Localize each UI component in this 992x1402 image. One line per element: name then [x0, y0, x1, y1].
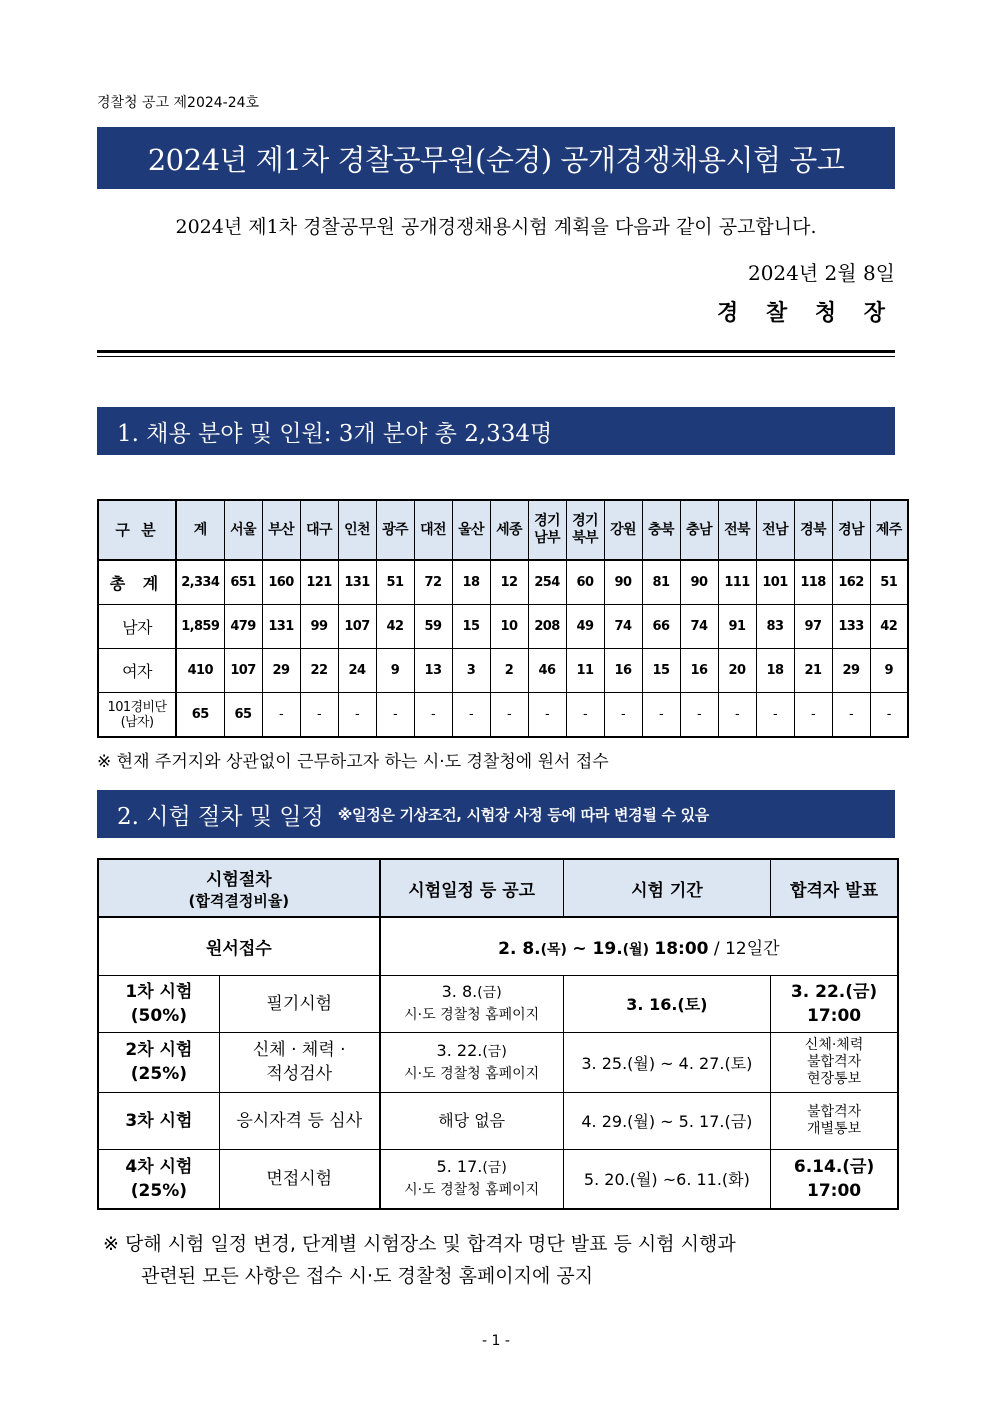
table-cell: 2,334 [176, 560, 224, 605]
notice-number: 경찰청 공고 제2024-24호 [97, 95, 260, 111]
table-cell: 21 [794, 649, 832, 693]
table-cell: 18 [756, 649, 794, 693]
stage-announce [380, 1032, 563, 1092]
table-cell: - [870, 693, 908, 738]
col-gyeonggi-north: 경기 북부 [566, 500, 604, 560]
document-title: 2024년 제1차 경찰공무원(순경) 공개경쟁채용시험 공고 [97, 127, 895, 189]
table-cell: - [832, 693, 870, 738]
stage-result: 6.14.(금) 17:00 [771, 1149, 898, 1209]
table-cell: 99 [300, 605, 338, 649]
table-cell: 479 [224, 605, 262, 649]
table-cell: 16 [680, 649, 718, 693]
table-cell: 24 [338, 649, 376, 693]
notice-date: 2024년 2월 8일 [747, 261, 895, 285]
col-gyeongbuk: 경북 [794, 500, 832, 560]
col-daegu: 대구 [300, 500, 338, 560]
stage-row [98, 1149, 898, 1209]
stage-announce [380, 1149, 563, 1209]
announce-day: (금) [477, 985, 502, 1001]
application-label: 원서접수 [98, 917, 380, 975]
table-cell: - [566, 693, 604, 738]
header-procedure [98, 859, 380, 917]
table-cell: 12 [490, 560, 528, 605]
announce-day: (금) [482, 1160, 507, 1177]
table-cell: 66 [642, 605, 680, 649]
table-cell: 9 [376, 649, 414, 693]
section1-note: ※ 현재 주거지와 상관없이 근무하고자 하는 시·도 경찰청에 원서 접수 [97, 752, 609, 772]
table-cell: 15 [452, 605, 490, 649]
section2-note [103, 1228, 903, 1292]
stage-ratio: (50%) [130, 1005, 188, 1026]
schedule-table [97, 858, 899, 1210]
table-cell: 49 [566, 605, 604, 649]
stage-name: 4차 시험 [125, 1156, 193, 1177]
header-announce: 시험일정 등 공고 [380, 859, 563, 917]
col-gwangju: 광주 [376, 500, 414, 560]
stage-row [98, 1032, 898, 1092]
col-incheon: 인천 [338, 500, 376, 560]
table-cell: 131 [262, 605, 300, 649]
stage-type: 응시자격 등 심사 [219, 1092, 379, 1149]
table-cell: 3 [452, 649, 490, 693]
table-cell: 20 [718, 649, 756, 693]
stage-announce [380, 975, 563, 1032]
col-chungnam: 충남 [680, 500, 718, 560]
table-cell: - [642, 693, 680, 738]
table-cell: - [794, 693, 832, 738]
table-cell: 2 [490, 649, 528, 693]
table-cell: 72 [414, 560, 452, 605]
table-row [98, 560, 908, 605]
announce-date: 5. 17. [436, 1157, 483, 1177]
stage-result: 3. 22.(금) 17:00 [771, 975, 898, 1032]
col-sejong: 세종 [490, 500, 528, 560]
section2-title-note: ※일정은 기상조건, 시험장 사정 등에 따라 변경될 수 있음 [337, 805, 709, 824]
divider-thick [97, 350, 895, 353]
stage-type: 필기시험 [219, 975, 379, 1032]
stage-type: 면접시험 [219, 1149, 379, 1209]
col-daejeon: 대전 [414, 500, 452, 560]
table-cell: 118 [794, 560, 832, 605]
stage-name: 2차 시험 [125, 1040, 193, 1060]
table-cell: 208 [528, 605, 566, 649]
table-cell: 46 [528, 649, 566, 693]
table-cell: 42 [376, 605, 414, 649]
announce-date-line [381, 1040, 563, 1063]
table-cell: 16 [604, 649, 642, 693]
application-time: 18:00 [654, 938, 709, 959]
application-end-day: (월) [622, 941, 649, 958]
col-chungbuk: 충북 [642, 500, 680, 560]
table-cell: 101 [756, 560, 794, 605]
header-procedure-sub: (합격결정비율) [188, 892, 290, 910]
section2-title: 2. 시험 절차 및 일정 [117, 803, 324, 830]
application-period: 2. 8.(목) ~ 19.(월) 18:00 / 12일간 [380, 917, 898, 975]
table-cell: 29 [832, 649, 870, 693]
row-label: 총 계 [98, 560, 176, 605]
schedule-table-header [98, 859, 898, 917]
announce-date-line [381, 1110, 563, 1132]
stage-period: 4. 29.(월) ~ 5. 17.(금) [563, 1092, 771, 1149]
table-cell: - [718, 693, 756, 738]
table-cell: - [376, 693, 414, 738]
table-cell: 29 [262, 649, 300, 693]
table-cell: 65 [176, 693, 224, 738]
table-cell: 111 [718, 560, 756, 605]
page-number: - 1 - [482, 1333, 510, 1349]
stage-result: 불합격자 개별통보 [771, 1092, 898, 1149]
stage-row [98, 1092, 898, 1149]
stage-period: 5. 20.(월) ~6. 11.(화) [563, 1149, 771, 1209]
col-jeju: 제주 [870, 500, 908, 560]
announce-day: (금) [482, 1043, 507, 1060]
table-cell: 121 [300, 560, 338, 605]
announce-date-line [381, 981, 563, 1004]
row-label: 101경비단 (남자) [98, 693, 176, 738]
table-cell: 51 [870, 560, 908, 605]
col-busan: 부산 [262, 500, 300, 560]
recruitment-table-header [98, 500, 908, 560]
col-gangwon: 강원 [604, 500, 642, 560]
table-cell: - [338, 693, 376, 738]
header-procedure-label: 시험절차 [205, 870, 272, 890]
section2-note-line1: ※ 당해 시험 일정 변경, 단계별 시험장소 및 합격자 명단 발표 등 시험 시행과 [103, 1233, 736, 1255]
table-cell: 160 [262, 560, 300, 605]
table-cell: 11 [566, 649, 604, 693]
stage-row [98, 975, 898, 1032]
section2-note-line2: 관련된 모든 사항은 접수 시·도 경찰청 홈페이지에 공지 [141, 1265, 594, 1287]
table-cell: 65 [224, 693, 262, 738]
table-cell: - [490, 693, 528, 738]
table-cell: 254 [528, 560, 566, 605]
announce-site: 시·도 경찰청 홈페이지 [404, 1065, 540, 1082]
header-result: 합격자 발표 [771, 859, 898, 917]
intro-text: 2024년 제1차 경찰공무원 공개경쟁채용시험 계획을 다음과 같이 공고합니다. [175, 216, 817, 238]
stage-cell [98, 975, 219, 1032]
table-cell: 97 [794, 605, 832, 649]
announce-date: 3. 22. [436, 1040, 483, 1060]
table-cell: 91 [718, 605, 756, 649]
table-cell: 9 [870, 649, 908, 693]
col-gyeongnam: 경남 [832, 500, 870, 560]
stage-cell [98, 1032, 219, 1092]
table-cell: 60 [566, 560, 604, 605]
table-cell: 83 [756, 605, 794, 649]
header-period: 시험 기간 [563, 859, 771, 917]
application-end: 19. [592, 938, 623, 959]
table-cell: 18 [452, 560, 490, 605]
table-cell: - [262, 693, 300, 738]
table-cell: 90 [680, 560, 718, 605]
application-row [98, 917, 898, 975]
table-cell: 51 [376, 560, 414, 605]
table-cell: - [414, 693, 452, 738]
table-cell: 13 [414, 649, 452, 693]
row-label: 남자 [98, 605, 176, 649]
col-total: 계 [176, 500, 224, 560]
table-row [98, 649, 908, 693]
application-start: 2. 8. [498, 938, 541, 959]
row-label: 여자 [98, 649, 176, 693]
announce-site: 시·도 경찰청 홈페이지 [404, 1007, 540, 1023]
stage-type: 신체 · 체력 · 적성검사 [219, 1032, 379, 1092]
col-jeonnam: 전남 [756, 500, 794, 560]
table-cell: - [680, 693, 718, 738]
announce-site: 시·도 경찰청 홈페이지 [404, 1182, 540, 1199]
table-cell: 42 [870, 605, 908, 649]
issuer: 경 찰 청 장 [717, 300, 895, 326]
table-cell: 162 [832, 560, 870, 605]
stage-period: 3. 25.(월) ~ 4. 27.(토) [563, 1032, 771, 1092]
stage-ratio: (25%) [130, 1064, 188, 1084]
table-cell: 10 [490, 605, 528, 649]
col-ulsan: 울산 [452, 500, 490, 560]
stage-cell [98, 1149, 219, 1209]
table-cell: - [300, 693, 338, 738]
table-cell: 59 [414, 605, 452, 649]
announce-date: 3. 8. [441, 982, 478, 1001]
stage-name: 1차 시험 [125, 981, 193, 1002]
table-row [98, 605, 908, 649]
section2-title-bar [97, 790, 895, 838]
table-cell: - [528, 693, 566, 738]
stage-result: 신체·체력 불합격자 현장통보 [771, 1032, 898, 1092]
table-cell: 1,859 [176, 605, 224, 649]
col-seoul: 서울 [224, 500, 262, 560]
table-cell: - [604, 693, 642, 738]
table-cell: 410 [176, 649, 224, 693]
table-cell: 81 [642, 560, 680, 605]
table-cell: 22 [300, 649, 338, 693]
table-cell: 651 [224, 560, 262, 605]
table-cell: 90 [604, 560, 642, 605]
stage-cell [98, 1092, 219, 1149]
divider-thin [97, 356, 895, 357]
announce-date: 해당 없음 [438, 1110, 506, 1130]
table-cell: 131 [338, 560, 376, 605]
table-cell: - [452, 693, 490, 738]
stage-ratio: (25%) [130, 1180, 188, 1201]
table-cell: 15 [642, 649, 680, 693]
table-corner-label: 구 분 [98, 500, 176, 560]
table-row [98, 693, 908, 738]
table-cell: - [756, 693, 794, 738]
table-cell: 133 [832, 605, 870, 649]
col-jeonbuk: 전북 [718, 500, 756, 560]
col-gyeonggi-south: 경기 남부 [528, 500, 566, 560]
application-start-day: (목) [540, 941, 567, 958]
section1-title: 1. 채용 분야 및 인원: 3개 분야 총 2,334명 [97, 407, 895, 455]
stage-period: 3. 16.(토) [563, 975, 771, 1032]
stage-name: 3차 시험 [125, 1110, 193, 1131]
recruitment-table [97, 499, 909, 738]
table-cell: 74 [680, 605, 718, 649]
stage-announce [380, 1092, 563, 1149]
announce-date-line [381, 1156, 563, 1179]
table-cell: 74 [604, 605, 642, 649]
table-cell: 107 [224, 649, 262, 693]
table-cell: 107 [338, 605, 376, 649]
application-duration: 12일간 [725, 938, 780, 959]
